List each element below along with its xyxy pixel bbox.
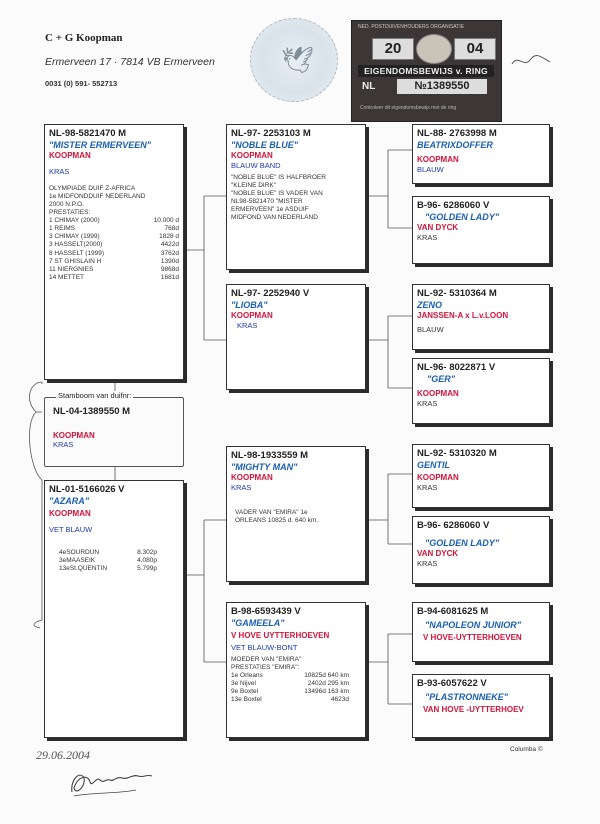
- subject-ring: NL-04-1389550 M: [53, 406, 131, 417]
- sire-note: OLYMPIADE DUIF Z-AFRICA: [49, 184, 136, 192]
- sd-color: KRAS: [237, 321, 258, 331]
- sire-note: 1e MIDFONDDUIF NEDERLAND: [49, 192, 146, 200]
- dd-color: VET BLAUW-BONT: [231, 643, 298, 653]
- ss-ring: NL-97- 2253103 M: [231, 128, 311, 139]
- sds-name: ZENO: [417, 299, 443, 310]
- sss-owner: KOOPMAN: [417, 155, 459, 165]
- dsd-name: "GOLDEN LADY": [425, 537, 500, 548]
- sire-results: [49, 217, 179, 282]
- result-value: 3762d: [160, 249, 179, 257]
- dd-results: [231, 672, 361, 705]
- breeder-phone: 0031 (0) 591- 552713: [45, 79, 118, 88]
- ddd-owner: VAN HOVE -UYTTERHOEV: [423, 705, 524, 715]
- ring-year-right: 04: [454, 38, 496, 60]
- result-race: 8 HASSELT (1999): [49, 249, 105, 257]
- result-value: 10.000 d: [153, 217, 179, 224]
- sds-card: [412, 284, 550, 350]
- dd-ring: B-98-6593439 V: [231, 606, 301, 617]
- dsd-owner: VAN DYCK: [417, 549, 459, 559]
- sds-ring: NL-92- 5310364 M: [417, 288, 497, 299]
- result-value: 4422d: [160, 241, 179, 249]
- sire-dam-card: [226, 284, 366, 390]
- sire-owner: KOOPMAN: [49, 151, 91, 161]
- sdd-card: [412, 358, 550, 424]
- sire-note: PRESTATIES:: [49, 208, 91, 216]
- dd-name: "GAMEELA": [231, 617, 285, 628]
- sds-owner: JANSSEN-A x L.v.LOON: [417, 311, 509, 321]
- sire-color: KRAS: [49, 167, 70, 177]
- ds-note: VADER VAN "EMIRA" 1e: [235, 508, 308, 516]
- sire-card: [44, 124, 184, 380]
- sd-ring: NL-97- 2252940 V: [231, 288, 310, 299]
- sire-sire-card: [226, 124, 366, 270]
- result-race: 14 METTET: [49, 273, 85, 281]
- sd-name: "LIOBA": [231, 299, 268, 310]
- sdd-ring: NL-96- 8022871 V: [417, 362, 496, 373]
- dss-color: KRAS: [417, 483, 438, 493]
- result-value: 2402d 295 km: [307, 679, 349, 687]
- ddd-name: "PLASTRONNEKE": [425, 691, 509, 702]
- ss-note: "KLEINE DIRK": [231, 181, 277, 189]
- dsd-card: [412, 516, 550, 584]
- dss-name: GENTIL: [417, 459, 450, 470]
- dds-ring: B-94-6081625 M: [417, 606, 489, 617]
- pedigree-caption: Stamboom van duifnr:: [58, 391, 132, 400]
- ss-note: ERMERVEEN" 1e ASDUIF: [231, 206, 309, 213]
- result-race: 11 NIERGNIES: [49, 265, 94, 273]
- result-value: 8.302p: [137, 548, 157, 556]
- dsd-color: KRAS: [417, 559, 438, 569]
- subject-color: KRAS: [53, 440, 74, 449]
- ssd-card: [412, 196, 550, 264]
- result-race: 13e Boxtel: [231, 696, 262, 704]
- dam-dam-card: [226, 602, 366, 738]
- ring-top-text: NED. POSTDUIVENHOUDERS ORGANISATIE: [358, 24, 465, 30]
- dd-note: MOEDER VAN "EMIRA": [231, 655, 302, 663]
- dam-ring: NL-01-5166026 V: [49, 484, 125, 495]
- sire-note: 2000 N.P.O.: [49, 200, 84, 208]
- sss-color: BLAUW: [417, 165, 444, 175]
- sdd-color: KRAS: [417, 399, 438, 409]
- ss-name: "NOBLE BLUE": [231, 139, 299, 150]
- software-brand: Columba ©: [510, 746, 543, 753]
- result-value: 4623d: [330, 696, 349, 704]
- ss-owner: KOOPMAN: [231, 151, 273, 161]
- ss-note: MIDFOND VAN NEDERLAND: [231, 214, 318, 222]
- ds-ring: NL-98-1933559 M: [231, 450, 309, 461]
- sire-ring: NL-98-5821470 M: [49, 128, 127, 139]
- result-value: 4.080p: [137, 556, 157, 564]
- result-race: 7 ST GHISLAIN H: [49, 257, 102, 265]
- subject-card: [44, 397, 184, 467]
- result-race: 3e Nijvel: [231, 679, 256, 687]
- dam-sire-card: [226, 446, 366, 582]
- sss-name: BEATRIXDOFFER: [417, 139, 493, 150]
- dss-owner: KOOPMAN: [417, 473, 459, 483]
- dds-owner: V HOVE-UYTTERHOEVEN: [423, 633, 522, 643]
- sdd-name: "GER": [427, 373, 456, 384]
- result-race: 3 HASSELT(2000): [49, 241, 103, 249]
- dss-ring: NL-92- 5310320 M: [417, 448, 497, 459]
- result-race: 13eSt.QUENTIN: [59, 564, 108, 572]
- pigeon-icon: 🕊: [281, 45, 315, 75]
- ssd-color: KRAS: [417, 233, 438, 243]
- ds-name: "MIGHTY MAN": [231, 461, 298, 472]
- sss-card: [412, 124, 550, 184]
- ring-country: NL: [362, 81, 376, 92]
- ds-owner: KOOPMAN: [231, 473, 273, 483]
- dd-notes: [231, 656, 361, 672]
- dd-owner: V HOVE UYTTERHOEVEN: [231, 631, 330, 641]
- ssd-ring: B-96- 6286060 V: [417, 200, 490, 211]
- result-race: 3 CHIMAY (1999): [49, 233, 100, 241]
- ds-notes: [235, 509, 361, 525]
- result-race: 9e Boxtel: [231, 688, 259, 695]
- result-race: 1e Orleans: [231, 671, 263, 679]
- sdd-owner: KOOPMAN: [417, 389, 459, 399]
- sire-name: "MISTER ERMERVEEN": [49, 139, 152, 150]
- handwritten-date: 29.06.2004: [36, 748, 90, 762]
- result-value: 1681d: [160, 273, 179, 281]
- ring-year-left: 20: [372, 38, 414, 60]
- ss-note: "NOBLE BLUE" IS VADER VAN: [231, 189, 323, 197]
- dam-owner: KOOPMAN: [49, 509, 91, 519]
- ssd-name: "GOLDEN LADY": [425, 211, 500, 222]
- ring-bottom-text: Controleer dit eigendomsbewijs met de ring: [360, 105, 457, 111]
- result-value: 13496d 163 km: [304, 688, 349, 695]
- breeder-name: C + G Koopman: [45, 32, 123, 44]
- ss-note: "NOBLE BLUE" IS HALFBROER: [231, 173, 326, 181]
- ddd-ring: B-93-6057622 V: [417, 678, 487, 689]
- sds-color: BLAUW: [417, 325, 444, 335]
- result-value: 9868d: [160, 265, 179, 273]
- dam-results: [59, 549, 179, 573]
- sire-notes: [49, 185, 179, 218]
- ss-notes: [231, 174, 361, 223]
- result-value: 1390d: [160, 257, 179, 265]
- result-race: 4eSOURDUN: [59, 548, 100, 556]
- ddd-card: [412, 674, 550, 738]
- dss-card: [412, 444, 550, 508]
- result-race: 1 CHIMAY (2000): [49, 217, 100, 224]
- ring-number: №1389550: [397, 79, 487, 94]
- sd-owner: KOOPMAN: [231, 311, 273, 321]
- sss-ring: NL-88- 2763998 M: [417, 128, 497, 139]
- result-race: 3eMAASEIK: [59, 556, 96, 564]
- ss-note: NL98-5821470 "MISTER: [231, 197, 303, 205]
- breeder-address: Ermerveen 17 · 7814 VB Ermerveen: [45, 56, 215, 68]
- dam-name: "AZARA": [49, 495, 90, 506]
- dds-name: "NAPOLEON JUNIOR": [425, 619, 522, 630]
- result-value: 10825d 640 km: [304, 671, 349, 679]
- result-value: 5.799p: [137, 564, 157, 572]
- ss-color: BLAUW BAND: [231, 161, 281, 171]
- handwritten-signature: [66, 762, 156, 802]
- ds-note: ORLEANS 10825 d. 640 km.: [235, 516, 319, 524]
- subject-owner: KOOPMAN: [53, 431, 95, 440]
- ssd-owner: VAN DYCK: [417, 223, 459, 233]
- result-value: 1828 d: [159, 233, 179, 241]
- dam-card: [44, 480, 184, 738]
- dam-color: VET BLAUW: [49, 525, 93, 535]
- ring-label: EIGENDOMSBEWIJS v. RING: [358, 65, 494, 77]
- ds-color: KRAS: [231, 483, 252, 493]
- dsd-ring: B-96- 6286060 V: [417, 520, 490, 531]
- result-value: 768d: [164, 225, 179, 233]
- dds-card: [412, 602, 550, 662]
- result-race: 1 REIMS: [49, 225, 76, 233]
- dd-note: PRESTATIES "EMIRA":: [231, 663, 300, 671]
